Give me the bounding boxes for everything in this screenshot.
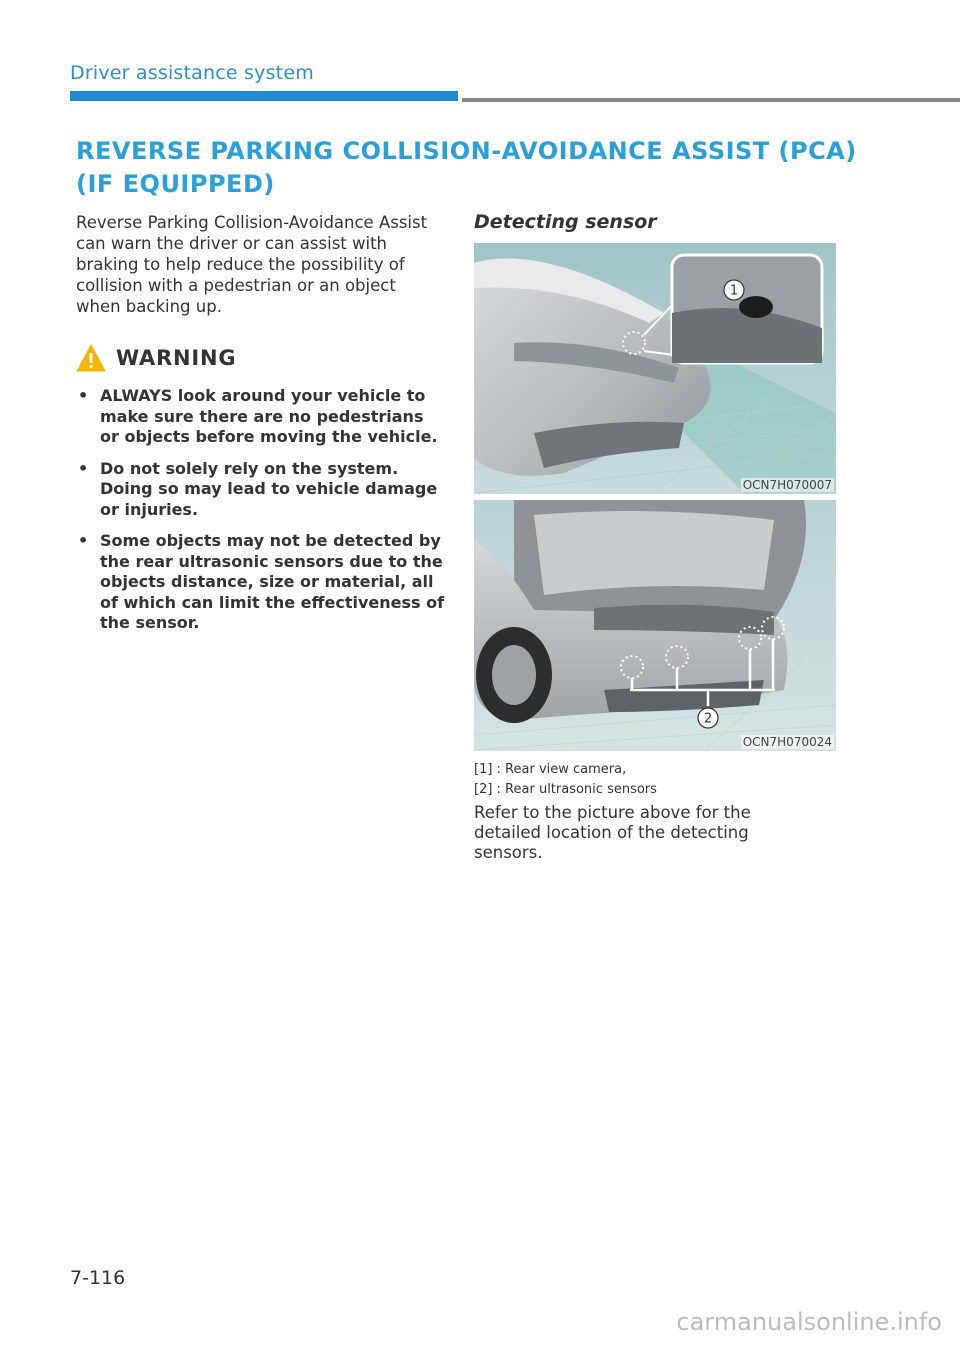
warning-header	[76, 344, 446, 372]
warning-box	[76, 344, 446, 645]
warning-title: WARNING	[116, 346, 237, 370]
callout-2-marker	[696, 706, 720, 730]
warning-item: • Do not solely rely on the system. Doing so may lead to vehicle damage or injuries.	[76, 459, 446, 521]
warning-triangle-icon	[76, 344, 106, 372]
section-title-line2: (IF EQUIPPED)	[76, 170, 275, 198]
callout-2-label: 2	[703, 711, 713, 727]
figure-ultrasonic-sensors	[474, 500, 836, 751]
figure-code: OCN7H070007	[742, 478, 832, 492]
figure-captions	[474, 760, 657, 800]
header-rule-blue	[70, 91, 458, 101]
rear-camera-illustration	[474, 243, 836, 494]
intro-paragraph: Reverse Parking Collision-Avoidance Assist can warn the driver or can assist with braking to help reduce the possibility of collision with a pedestrian or an object when backing up.	[76, 213, 428, 316]
detecting-sensor-heading: Detecting sensor	[474, 211, 657, 233]
warning-item: • Some objects may not be detected by the rear ultrasonic sensors due to the objects distance, size or material, all of which can limit the effectiveness of the sensor.	[76, 531, 446, 634]
figure-rear-camera	[474, 243, 836, 494]
section-title-line1: REVERSE PARKING COLLISION-AVOIDANCE ASSIST (PCA)	[76, 137, 857, 165]
warning-item: • ALWAYS look around your vehicle to make sure there are no pedestrians or objects before moving the vehicle.	[76, 386, 446, 448]
figure-code: OCN7H070024	[742, 735, 832, 749]
refer-paragraph: Refer to the picture above for the detailed location of the detecting sensors.	[474, 803, 751, 862]
callout-1-marker	[722, 278, 746, 302]
page-number: 7-116	[70, 1267, 126, 1289]
header-rule-gray	[462, 98, 960, 102]
warning-list	[76, 386, 446, 634]
caption-ultrasonic: [2] : Rear ultrasonic sensors	[474, 782, 657, 797]
watermark: carmanualsonline.info	[676, 1308, 942, 1336]
header-title: Driver assistance system	[70, 62, 314, 84]
ultrasonic-sensors-illustration	[474, 500, 836, 751]
caption-rear-camera: [1] : Rear view camera,	[474, 762, 627, 777]
callout-1-label: 1	[729, 283, 739, 299]
section-title	[76, 135, 876, 201]
